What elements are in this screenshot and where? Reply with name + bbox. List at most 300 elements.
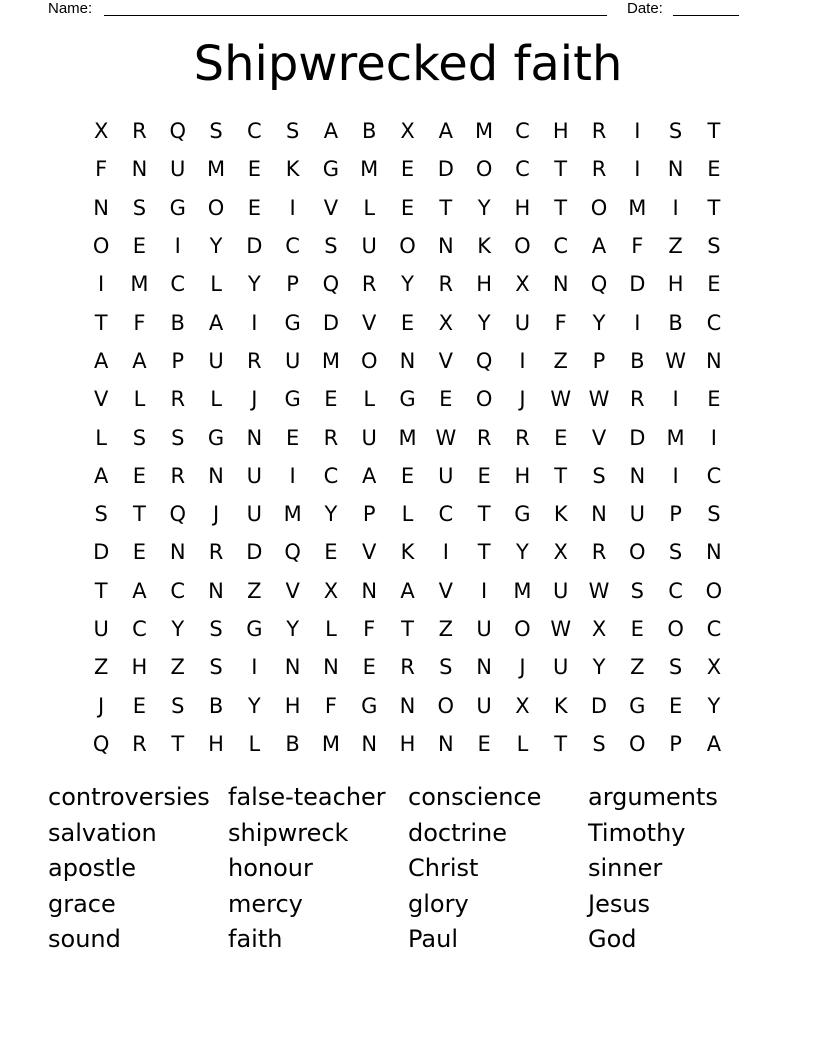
- grid-letter[interactable]: P: [286, 272, 299, 297]
- grid-letter[interactable]: E: [707, 157, 721, 182]
- grid-letter[interactable]: N: [437, 731, 454, 756]
- grid-letter[interactable]: O: [207, 195, 225, 220]
- grid-letter[interactable]: G: [207, 425, 225, 450]
- grid-letter[interactable]: N: [629, 463, 646, 488]
- grid-letter[interactable]: C: [668, 578, 683, 603]
- grid-letter[interactable]: S: [592, 463, 606, 488]
- grid-letter[interactable]: H: [514, 195, 531, 220]
- grid-letter[interactable]: T: [554, 195, 568, 220]
- grid-letter[interactable]: I: [672, 195, 679, 220]
- grid-letter[interactable]: I: [710, 425, 717, 450]
- grid-letter[interactable]: E: [400, 310, 415, 335]
- grid-letter[interactable]: H: [552, 119, 569, 144]
- grid-letter[interactable]: E: [324, 387, 338, 412]
- grid-letter[interactable]: S: [94, 502, 108, 527]
- grid-letter[interactable]: W: [665, 348, 686, 373]
- grid-letter[interactable]: O: [92, 234, 110, 259]
- grid-letter[interactable]: O: [514, 234, 531, 259]
- grid-letter[interactable]: R: [361, 272, 377, 297]
- grid-letter[interactable]: T: [554, 731, 568, 756]
- grid-letter[interactable]: N: [131, 157, 148, 182]
- grid-letter[interactable]: V: [323, 195, 339, 220]
- grid-letter[interactable]: L: [95, 425, 107, 450]
- grid-letter[interactable]: C: [553, 234, 569, 259]
- grid-letter[interactable]: M: [321, 731, 340, 756]
- grid-letter[interactable]: U: [514, 310, 531, 335]
- grid-letter[interactable]: G: [169, 195, 186, 220]
- grid-letter[interactable]: Y: [707, 693, 721, 718]
- grid-letter[interactable]: L: [210, 272, 222, 297]
- grid-letter[interactable]: P: [171, 348, 185, 373]
- grid-letter[interactable]: U: [629, 502, 645, 527]
- grid-letter[interactable]: C: [706, 463, 722, 488]
- grid-letter[interactable]: N: [591, 502, 607, 527]
- grid-letter[interactable]: U: [553, 655, 569, 680]
- grid-letter[interactable]: L: [325, 617, 337, 641]
- grid-letter[interactable]: R: [170, 387, 186, 412]
- grid-letter[interactable]: H: [476, 272, 493, 297]
- grid-letter[interactable]: Y: [324, 502, 338, 527]
- grid-letter[interactable]: R: [591, 157, 607, 182]
- grid-letter[interactable]: V: [438, 578, 453, 603]
- grid-letter[interactable]: B: [170, 310, 185, 335]
- grid-letter[interactable]: N: [437, 234, 454, 259]
- grid-letter[interactable]: U: [170, 157, 186, 182]
- grid-letter[interactable]: J: [98, 693, 105, 718]
- grid-letter[interactable]: O: [629, 731, 646, 756]
- grid-letter[interactable]: G: [399, 387, 416, 412]
- grid-letter[interactable]: T: [477, 540, 491, 565]
- grid-letter[interactable]: F: [363, 617, 376, 641]
- grid-letter[interactable]: T: [439, 195, 453, 220]
- grid-letter[interactable]: D: [93, 540, 110, 565]
- grid-letter[interactable]: I: [672, 387, 679, 412]
- grid-letter[interactable]: Z: [438, 617, 454, 641]
- grid-letter[interactable]: H: [667, 272, 684, 297]
- grid-letter[interactable]: R: [132, 731, 147, 756]
- grid-letter[interactable]: E: [132, 693, 147, 718]
- grid-letter[interactable]: V: [591, 425, 607, 450]
- grid-letter[interactable]: N: [399, 693, 416, 718]
- grid-letter[interactable]: A: [400, 578, 415, 603]
- grid-letter[interactable]: M: [321, 348, 340, 373]
- grid-letter[interactable]: E: [400, 195, 415, 220]
- grid-letter[interactable]: S: [132, 195, 147, 220]
- grid-letter[interactable]: B: [630, 348, 645, 373]
- grid-letter[interactable]: Q: [322, 272, 340, 297]
- grid-letter[interactable]: V: [362, 540, 377, 565]
- word-list-item: honour: [228, 854, 313, 882]
- grid-letter[interactable]: G: [629, 693, 646, 718]
- grid-letter[interactable]: C: [285, 234, 300, 259]
- word-list-item: Jesus: [588, 889, 651, 918]
- grid-letter[interactable]: Y: [592, 310, 606, 335]
- grid-letter[interactable]: S: [324, 234, 338, 259]
- grid-letter[interactable]: E: [668, 693, 683, 718]
- grid-letter[interactable]: S: [209, 119, 223, 144]
- grid-letter[interactable]: I: [634, 119, 641, 144]
- grid-letter[interactable]: O: [514, 617, 531, 641]
- grid-letter[interactable]: L: [248, 731, 261, 756]
- grid-letter[interactable]: Y: [477, 310, 491, 335]
- grid-letter[interactable]: A: [362, 463, 377, 488]
- grid-letter[interactable]: F: [324, 693, 337, 718]
- grid-letter[interactable]: I: [481, 578, 488, 603]
- grid-letter[interactable]: S: [439, 655, 453, 680]
- grid-letter[interactable]: R: [515, 425, 530, 450]
- grid-letter[interactable]: C: [247, 119, 262, 144]
- grid-letter[interactable]: T: [554, 157, 568, 182]
- grid-letter[interactable]: T: [554, 463, 568, 488]
- grid-letter[interactable]: E: [554, 425, 568, 450]
- grid-letter[interactable]: N: [706, 540, 722, 565]
- grid-letter[interactable]: Y: [592, 655, 606, 680]
- grid-letter[interactable]: S: [171, 693, 185, 718]
- grid-letter[interactable]: H: [399, 731, 416, 756]
- grid-letter[interactable]: C: [170, 578, 186, 603]
- grid-letter[interactable]: O: [629, 540, 646, 565]
- grid-letter[interactable]: X: [93, 119, 109, 144]
- grid-letter[interactable]: A: [591, 234, 607, 259]
- grid-letter[interactable]: N: [284, 655, 301, 680]
- grid-letter[interactable]: E: [400, 157, 415, 182]
- grid-letter[interactable]: R: [630, 387, 645, 412]
- name-label: Name:: [48, 0, 93, 17]
- grid-letter[interactable]: O: [437, 693, 455, 718]
- grid-letter[interactable]: R: [170, 463, 186, 488]
- grid-letter[interactable]: A: [323, 119, 339, 144]
- grid-letter[interactable]: J: [251, 387, 258, 412]
- grid-letter[interactable]: T: [171, 731, 185, 756]
- grid-letter[interactable]: O: [475, 157, 493, 182]
- grid-letter[interactable]: L: [363, 195, 376, 220]
- grid-letter[interactable]: H: [208, 731, 224, 756]
- grid-letter[interactable]: H: [514, 463, 531, 488]
- grid-letter[interactable]: N: [361, 731, 378, 756]
- grid-letter[interactable]: Z: [170, 655, 185, 680]
- grid-letter[interactable]: E: [247, 157, 261, 182]
- grid-letter[interactable]: O: [667, 617, 684, 641]
- grid-letter[interactable]: C: [515, 157, 530, 182]
- grid-letter[interactable]: M: [283, 502, 302, 527]
- grid-letter[interactable]: C: [170, 272, 186, 297]
- grid-letter[interactable]: R: [591, 119, 607, 144]
- grid-letter[interactable]: J: [212, 502, 220, 527]
- grid-letter[interactable]: I: [174, 234, 181, 259]
- grid-letter[interactable]: U: [476, 693, 492, 718]
- grid-letter[interactable]: S: [668, 655, 683, 680]
- grid-letter[interactable]: A: [132, 578, 147, 603]
- grid-letter[interactable]: D: [246, 234, 263, 259]
- grid-letter[interactable]: S: [707, 234, 721, 259]
- grid-letter[interactable]: I: [251, 655, 258, 680]
- grid-letter[interactable]: T: [401, 617, 414, 641]
- grid-letter[interactable]: C: [323, 463, 339, 488]
- grid-letter[interactable]: I: [289, 463, 296, 488]
- grid-letter[interactable]: S: [630, 578, 644, 603]
- grid-letter[interactable]: A: [132, 348, 147, 373]
- grid-letter[interactable]: Q: [590, 272, 608, 297]
- grid-letter[interactable]: N: [323, 655, 339, 680]
- grid-letter[interactable]: J: [519, 387, 526, 412]
- grid-letter[interactable]: A: [93, 348, 109, 373]
- grid-letter[interactable]: R: [208, 540, 224, 565]
- grid-letter[interactable]: K: [285, 157, 300, 182]
- grid-letter[interactable]: R: [400, 655, 415, 680]
- grid-letter[interactable]: E: [324, 540, 338, 565]
- grid-letter[interactable]: U: [438, 463, 454, 488]
- grid-letter[interactable]: E: [132, 540, 147, 565]
- grid-letter[interactable]: I: [634, 310, 641, 335]
- grid-letter[interactable]: R: [591, 540, 607, 565]
- grid-letter[interactable]: T: [477, 502, 491, 527]
- grid-letter[interactable]: G: [284, 310, 301, 335]
- grid-letter[interactable]: E: [362, 655, 376, 680]
- grid-letter[interactable]: H: [131, 655, 148, 680]
- grid-letter[interactable]: D: [437, 157, 454, 182]
- grid-letter[interactable]: F: [631, 234, 644, 259]
- grid-letter[interactable]: A: [93, 463, 109, 488]
- grid-letter[interactable]: U: [361, 425, 377, 450]
- grid-letter[interactable]: Z: [553, 348, 568, 373]
- grid-letter[interactable]: N: [246, 425, 263, 450]
- grid-letter[interactable]: K: [477, 234, 491, 259]
- grid-letter[interactable]: S: [707, 502, 721, 527]
- grid-letter[interactable]: X: [706, 655, 722, 680]
- grid-letter[interactable]: B: [362, 119, 377, 144]
- grid-letter[interactable]: X: [438, 310, 454, 335]
- grid-letter[interactable]: F: [554, 310, 567, 335]
- grid-letter[interactable]: O: [399, 234, 416, 259]
- grid-letter[interactable]: Y: [286, 617, 300, 641]
- grid-letter[interactable]: B: [668, 310, 683, 335]
- grid-letter[interactable]: M: [666, 425, 685, 450]
- grid-letter[interactable]: Z: [247, 578, 262, 603]
- grid-letter[interactable]: D: [322, 310, 340, 335]
- word-list-item: sound: [48, 925, 121, 953]
- grid-letter[interactable]: S: [132, 425, 147, 450]
- grid-letter[interactable]: M: [628, 195, 647, 220]
- grid-letter[interactable]: X: [591, 617, 607, 641]
- grid-letter[interactable]: L: [401, 502, 414, 527]
- grid-letter[interactable]: M: [513, 578, 532, 603]
- grid-letter[interactable]: E: [477, 463, 491, 488]
- grid-letter[interactable]: G: [514, 502, 531, 527]
- grid-letter[interactable]: A: [706, 731, 722, 756]
- grid-letter[interactable]: S: [592, 731, 606, 756]
- grid-letter[interactable]: S: [209, 655, 223, 680]
- grid-letter[interactable]: H: [284, 693, 301, 718]
- grid-letter[interactable]: T: [133, 502, 146, 527]
- grid-letter[interactable]: Y: [247, 693, 261, 718]
- word-list-item: sinner: [588, 854, 663, 882]
- grid-letter[interactable]: L: [133, 387, 146, 412]
- grid-letter[interactable]: N: [706, 348, 722, 373]
- grid-letter[interactable]: R: [476, 425, 492, 450]
- grid-letter[interactable]: N: [361, 578, 378, 603]
- grid-letter[interactable]: M: [398, 425, 417, 450]
- grid-letter[interactable]: D: [246, 540, 263, 565]
- page-title: Shipwrecked faith: [193, 36, 623, 92]
- grid-letter[interactable]: N: [169, 540, 186, 565]
- grid-letter[interactable]: W: [435, 425, 457, 450]
- grid-letter[interactable]: V: [438, 348, 453, 373]
- grid-letter[interactable]: I: [672, 463, 679, 488]
- grid-letter[interactable]: F: [95, 157, 108, 182]
- grid-letter[interactable]: Z: [630, 655, 645, 680]
- grid-letter[interactable]: N: [476, 655, 492, 680]
- grid-letter[interactable]: N: [208, 463, 224, 488]
- grid-letter[interactable]: S: [209, 617, 223, 641]
- grid-letter[interactable]: U: [284, 348, 301, 373]
- grid-letter[interactable]: T: [707, 195, 721, 220]
- grid-letter[interactable]: P: [592, 348, 606, 373]
- grid-letter[interactable]: N: [552, 272, 569, 297]
- grid-letter[interactable]: N: [93, 195, 109, 220]
- grid-letter[interactable]: N: [399, 348, 416, 373]
- grid-letter[interactable]: R: [247, 348, 262, 373]
- grid-letter[interactable]: E: [400, 463, 415, 488]
- grid-letter[interactable]: W: [588, 387, 610, 412]
- grid-letter[interactable]: W: [588, 578, 610, 603]
- grid-letter[interactable]: U: [246, 502, 263, 527]
- grid-letter[interactable]: A: [208, 310, 224, 335]
- grid-letter[interactable]: L: [363, 387, 376, 412]
- grid-letter[interactable]: E: [132, 234, 147, 259]
- grid-letter[interactable]: S: [285, 119, 300, 144]
- grid-letter[interactable]: O: [705, 578, 723, 603]
- grid-letter[interactable]: E: [707, 272, 721, 297]
- word-list-item: faith: [228, 925, 283, 953]
- grid-letter[interactable]: I: [442, 540, 449, 565]
- grid-letter[interactable]: Q: [169, 502, 186, 527]
- grid-letter[interactable]: L: [516, 731, 529, 756]
- grid-letter[interactable]: Q: [475, 348, 493, 373]
- grid-letter[interactable]: D: [629, 425, 646, 450]
- grid-letter[interactable]: O: [475, 387, 493, 412]
- grid-letter[interactable]: Y: [247, 272, 261, 297]
- grid-letter[interactable]: I: [251, 310, 258, 335]
- grid-letter[interactable]: V: [285, 578, 300, 603]
- grid-letter[interactable]: X: [553, 540, 568, 565]
- grid-letter[interactable]: T: [94, 578, 108, 603]
- grid-letter[interactable]: M: [130, 272, 149, 297]
- grid-letter[interactable]: M: [206, 157, 226, 182]
- grid-letter[interactable]: E: [285, 425, 300, 450]
- date-blank-line[interactable]: [673, 0, 739, 16]
- grid-letter[interactable]: D: [629, 272, 646, 297]
- grid-letter[interactable]: Q: [284, 540, 301, 565]
- grid-letter[interactable]: Z: [93, 655, 109, 680]
- word-list-item: apostle: [48, 854, 136, 882]
- grid-letter[interactable]: I: [289, 195, 296, 220]
- grid-letter[interactable]: C: [515, 119, 530, 144]
- grid-letter[interactable]: U: [93, 617, 109, 641]
- grid-letter[interactable]: I: [98, 272, 105, 297]
- grid-letter[interactable]: X: [323, 578, 339, 603]
- grid-letter[interactable]: R: [323, 425, 339, 450]
- grid-letter[interactable]: Y: [209, 234, 223, 259]
- grid-letter[interactable]: R: [438, 272, 454, 297]
- grid-letter[interactable]: P: [669, 502, 682, 527]
- grid-letter[interactable]: Y: [477, 195, 491, 220]
- grid-letter[interactable]: P: [362, 502, 376, 527]
- grid-letter[interactable]: Q: [92, 731, 110, 756]
- grid-letter[interactable]: E: [707, 387, 721, 412]
- grid-letter[interactable]: C: [132, 617, 147, 641]
- grid-letter[interactable]: E: [477, 731, 491, 756]
- grid-letter[interactable]: O: [360, 348, 378, 373]
- grid-letter[interactable]: U: [361, 234, 377, 259]
- grid-letter[interactable]: U: [553, 578, 569, 603]
- grid-letter[interactable]: N: [208, 578, 224, 603]
- grid-letter[interactable]: O: [590, 195, 608, 220]
- grid-letter[interactable]: U: [476, 617, 492, 641]
- grid-letter[interactable]: U: [246, 463, 263, 488]
- grid-letter[interactable]: C: [706, 310, 722, 335]
- grid-letter[interactable]: I: [519, 348, 526, 373]
- word-list-item: doctrine: [408, 818, 508, 847]
- grid-letter[interactable]: Y: [516, 540, 529, 565]
- grid-letter[interactable]: Z: [668, 234, 683, 259]
- grid-letter[interactable]: E: [132, 463, 147, 488]
- grid-letter[interactable]: K: [553, 693, 568, 718]
- grid-letter[interactable]: A: [438, 119, 453, 144]
- grid-letter[interactable]: S: [668, 119, 683, 144]
- grid-letter[interactable]: Y: [401, 272, 414, 297]
- grid-letter[interactable]: W: [550, 617, 572, 641]
- grid-letter[interactable]: E: [630, 617, 644, 641]
- grid-letter[interactable]: S: [668, 540, 683, 565]
- grid-letter[interactable]: X: [515, 693, 530, 718]
- grid-letter[interactable]: B: [285, 731, 300, 756]
- grid-letter[interactable]: X: [515, 272, 530, 297]
- grid-letter[interactable]: G: [284, 387, 301, 412]
- grid-letter[interactable]: E: [247, 195, 261, 220]
- grid-letter[interactable]: B: [208, 693, 224, 718]
- grid-letter[interactable]: K: [400, 540, 415, 565]
- grid-letter[interactable]: G: [246, 617, 263, 641]
- grid-letter[interactable]: S: [171, 425, 185, 450]
- grid-letter[interactable]: M: [360, 157, 379, 182]
- grid-letter[interactable]: J: [519, 655, 526, 680]
- grid-letter[interactable]: X: [400, 119, 415, 144]
- grid-letter[interactable]: R: [132, 119, 147, 144]
- grid-letter[interactable]: T: [94, 310, 108, 335]
- grid-letter[interactable]: G: [361, 693, 378, 718]
- grid-letter[interactable]: V: [362, 310, 377, 335]
- grid-letter[interactable]: L: [210, 387, 222, 412]
- grid-letter[interactable]: I: [634, 157, 641, 182]
- grid-letter[interactable]: W: [550, 387, 572, 412]
- grid-letter[interactable]: M: [475, 119, 494, 144]
- grid-letter[interactable]: P: [669, 731, 682, 756]
- grid-letter[interactable]: T: [707, 119, 721, 144]
- grid-letter[interactable]: Y: [171, 617, 185, 641]
- grid-letter[interactable]: N: [667, 157, 684, 182]
- grid-letter[interactable]: Q: [169, 119, 186, 144]
- grid-letter[interactable]: V: [93, 387, 109, 412]
- grid-letter[interactable]: E: [439, 387, 453, 412]
- grid-letter[interactable]: F: [133, 310, 146, 335]
- name-blank-line[interactable]: [104, 0, 607, 16]
- grid-letter[interactable]: K: [553, 502, 568, 527]
- grid-letter[interactable]: G: [322, 157, 340, 182]
- grid-letter[interactable]: C: [706, 617, 722, 641]
- grid-letter[interactable]: D: [590, 693, 608, 718]
- grid-letter[interactable]: C: [438, 502, 454, 527]
- grid-letter[interactable]: U: [208, 348, 224, 373]
